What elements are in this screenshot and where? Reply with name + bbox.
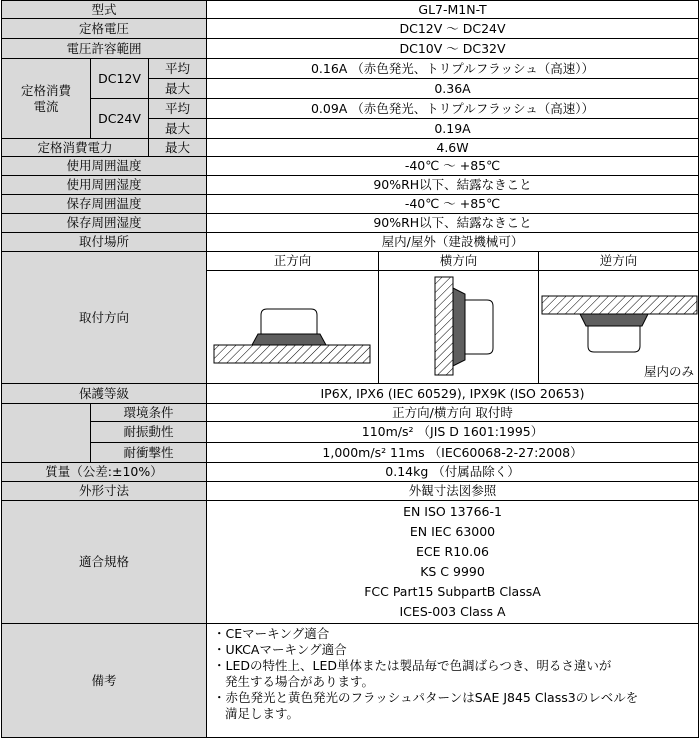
standard-item: FCC Part15 SubpartB ClassA (364, 584, 541, 599)
row-remarks (2, 624, 699, 738)
device-lens (261, 309, 317, 334)
label-rated-power: 定格消費電力 (2, 139, 149, 157)
label-protection: 保護等級 (2, 384, 207, 404)
device-lens (465, 300, 493, 354)
value-dc12v-avg: 0.16A （赤色発光、トリプルフラッシュ（高速）） (207, 59, 699, 79)
mount-ceiling (542, 296, 697, 314)
value-standards (207, 501, 699, 624)
value-location: 屋内/屋外（建設機械可） (207, 233, 699, 252)
value-remarks (207, 624, 699, 738)
label-vibration: 耐振動性 (91, 422, 207, 443)
remark-line: 発生する場合があります。 (225, 674, 375, 689)
mount-reverse-note: 屋内のみ (644, 364, 695, 379)
label-standards: 適合規格 (2, 501, 207, 624)
label-rated-current-line1: 定格消費 (20, 82, 71, 98)
label-voltage-range: 電圧許容範囲 (2, 39, 207, 59)
label-shock: 耐衝撃性 (91, 443, 207, 463)
value-vibration: 110m/s² （JIS D 1601:1995） (207, 422, 699, 443)
row-rated-power (2, 139, 699, 157)
mount-reverse-label: 逆方向 (539, 252, 698, 271)
value-dc12v-max: 0.36A (207, 79, 699, 99)
row-voltage-range (2, 39, 699, 59)
row-current-dc24-avg (2, 99, 699, 119)
value-op-humidity: 90%RH以下、結露なきこと (207, 176, 699, 195)
row-op-temp (2, 157, 699, 176)
mount-forward-diagram (208, 271, 378, 383)
value-model: GL7-M1N-T (207, 1, 699, 19)
value-st-humidity: 90%RH以下、結露なきこと (207, 214, 699, 233)
label-st-humidity: 保存周囲湿度 (2, 214, 207, 233)
label-remarks: 備考 (2, 624, 207, 738)
row-vibration (2, 422, 699, 443)
device-base (453, 288, 465, 366)
label-dc12v-avg: 平均 (149, 59, 207, 79)
env-condition-spacer (2, 404, 91, 422)
standard-item: EN ISO 13766-1 (403, 504, 502, 519)
vibration-spacer (2, 422, 91, 443)
label-dc24v-avg: 平均 (149, 99, 207, 119)
row-standards (2, 501, 699, 624)
row-shock (2, 443, 699, 463)
device-base (252, 334, 326, 345)
label-rated-current-line2: 電流 (33, 98, 59, 114)
value-rated-power: 4.6W (207, 139, 699, 157)
mount-forward-label: 正方向 (207, 252, 378, 271)
value-dc24v-avg: 0.09A （赤色発光、トリプルフラッシュ（高速）） (207, 99, 699, 119)
value-st-temp: -40℃ ～ +85℃ (207, 195, 699, 214)
value-env-condition: 正方向/横方向 取付時 (207, 404, 699, 422)
label-rated-current (2, 59, 91, 139)
row-env-condition (2, 404, 699, 422)
row-location (2, 233, 699, 252)
row-current-dc12-avg (2, 59, 699, 79)
remark-line: ・赤色発光と黄色発光のフラッシュパターンはSAE J845 Class3のレベルを (213, 690, 639, 705)
mount-horizontal-diagram (380, 271, 538, 383)
value-op-temp: -40℃ ～ +85℃ (207, 157, 699, 176)
shock-spacer (2, 443, 91, 463)
mount-horizontal-label: 横方向 (379, 252, 538, 271)
row-mass (2, 463, 699, 482)
standard-item: KS C 9990 (420, 564, 485, 579)
device-base (580, 314, 648, 326)
label-op-humidity: 使用周囲湿度 (2, 176, 207, 195)
value-shock: 1,000m/s² 11ms （IEC60068-2-27:2008） (207, 443, 699, 463)
row-rated-voltage (2, 19, 699, 39)
mount-reverse-cell (539, 252, 699, 384)
value-protection: IP6X, IPX6 (IEC 60529), IPX9K (ISO 20653) (207, 384, 699, 404)
label-rated-voltage: 定格電圧 (2, 19, 207, 39)
value-rated-voltage: DC12V ～ DC24V (207, 19, 699, 39)
value-dimensions: 外観寸法図参照 (207, 482, 699, 501)
spec-table (1, 0, 699, 738)
label-rated-power-max: 最大 (149, 139, 207, 157)
mount-horizontal-cell (379, 252, 539, 384)
row-model (2, 1, 699, 19)
value-mass: 0.14kg （付属品除く） (207, 463, 699, 482)
mount-surface (214, 345, 370, 363)
standard-item: EN IEC 63000 (409, 524, 496, 539)
label-op-temp: 使用周囲温度 (2, 157, 207, 176)
standard-item: ICES-003 Class A (399, 604, 506, 619)
label-st-temp: 保存周囲温度 (2, 195, 207, 214)
label-mass: 質量（公差:±10%） (2, 463, 207, 482)
value-voltage-range: DC10V ～ DC32V (207, 39, 699, 59)
label-dc24v: DC24V (91, 99, 149, 139)
label-dimensions: 外形寸法 (2, 482, 207, 501)
row-op-humidity (2, 176, 699, 195)
label-dc24v-max: 最大 (149, 119, 207, 139)
row-st-humidity (2, 214, 699, 233)
label-model: 型式 (2, 1, 207, 19)
label-env-condition: 環境条件 (91, 404, 207, 422)
row-st-temp (2, 195, 699, 214)
mount-wall (435, 277, 453, 375)
mount-forward-cell (207, 252, 379, 384)
standard-item: ECE R10.06 (416, 544, 489, 559)
remark-line: ・UKCAマーキング適合 (213, 642, 347, 657)
label-dc12v: DC12V (91, 59, 149, 99)
row-mount-direction (2, 252, 699, 384)
value-dc24v-max: 0.19A (207, 119, 699, 139)
label-dc12v-max: 最大 (149, 79, 207, 99)
row-protection (2, 384, 699, 404)
remark-line: 満足します。 (225, 706, 300, 721)
remark-line: ・LEDの特性上、LED単体または製品毎で色調ばらつき、明るさ違いが (213, 658, 612, 673)
row-dimensions (2, 482, 699, 501)
label-location: 取付場所 (2, 233, 207, 252)
label-mount-direction: 取付方向 (2, 252, 207, 384)
device-lens (588, 326, 640, 352)
remark-line: ・CEマーキング適合 (213, 626, 330, 641)
